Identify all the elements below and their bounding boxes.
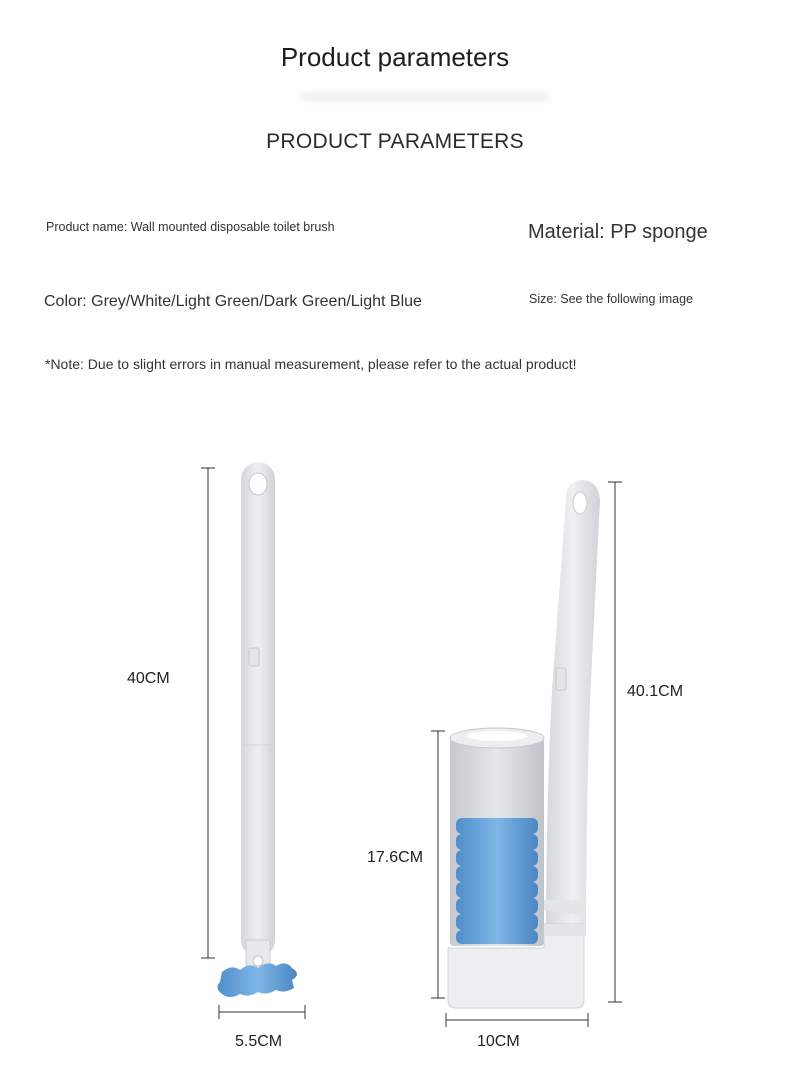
holder-height-label: 40.1CM <box>627 683 684 700</box>
holder-cup <box>450 728 544 946</box>
spec-product-name: Product name: Wall mounted disposable toilet brush <box>46 220 335 234</box>
measurement-note: *Note: Due to slight errors in manual measurement, please refer to the actual product! <box>45 356 577 372</box>
page-subtitle: PRODUCT PARAMETERS <box>266 130 524 153</box>
sponge-stack <box>456 818 538 944</box>
brush-sponge-head <box>217 956 297 997</box>
spec-material: Material: PP sponge <box>528 221 708 243</box>
brush-height-label: 40CM <box>127 670 170 687</box>
page-title: Product parameters <box>280 42 510 72</box>
title-shadow-decoration <box>300 92 550 102</box>
cup-height-label: 17.6CM <box>367 849 424 866</box>
spec-color: Color: Grey/White/Light Green/Dark Green/Light Blue <box>44 293 422 310</box>
brush-handle <box>241 462 275 974</box>
holder-width-label: 10CM <box>477 1033 520 1050</box>
product-illustration <box>0 420 790 1085</box>
holder-width-dimension-line <box>446 1013 588 1027</box>
cup-height-dimension-line <box>431 731 445 998</box>
spec-size: Size: See the following image <box>529 292 693 306</box>
holder-handle <box>544 480 600 930</box>
brush-width-dimension-line <box>219 1005 305 1019</box>
brush-width-label: 5.5CM <box>235 1033 283 1050</box>
holder-height-dimension-line <box>608 482 622 1002</box>
brush-height-dimension-line <box>201 468 215 958</box>
